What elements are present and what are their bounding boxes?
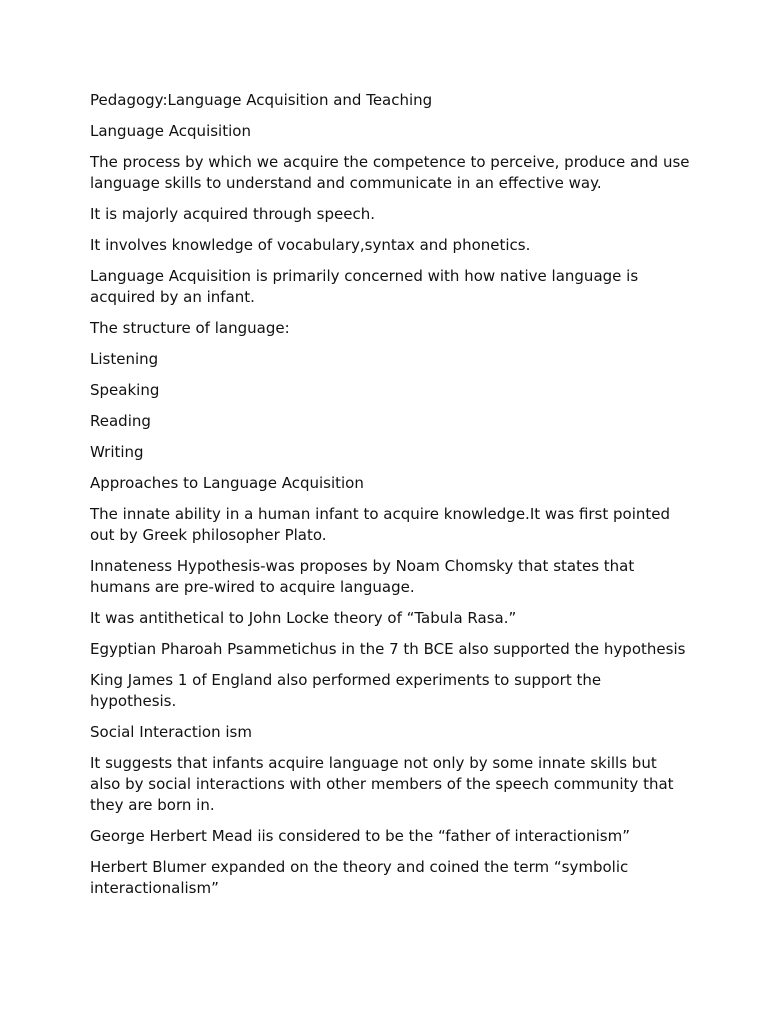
paragraph: It suggests that infants acquire language not only by some innate skills but also by social interactions with other members of the speech community that they are born in. (90, 754, 674, 814)
paragraph: George Herbert Mead iis considered to be the “father of interactionism” (90, 827, 630, 845)
section-heading-approaches: Approaches to Language Acquisition (90, 474, 364, 492)
section-heading-language-acquisition: Language Acquisition (90, 122, 251, 140)
document-title: Pedagogy:Language Acquisition and Teaching (90, 91, 433, 109)
paragraph: King James 1 of England also performed experiments to support the hypothesis. (90, 671, 602, 710)
paragraph: The process by which we acquire the competence to perceive, produce and use language skills to understand and communicate in an effective way. (90, 153, 690, 192)
paragraph: Egyptian Pharoah Psammetichus in the 7 th BCE also supported the hypothesis (90, 640, 686, 658)
paragraph: It is majorly acquired through speech. (90, 205, 375, 223)
document-body (90, 90, 690, 909)
paragraph: Innateness Hypothesis-was proposes by Noam Chomsky that states that humans are pre-wired to acquire language. (90, 557, 635, 596)
list-item-listening: Listening (90, 350, 159, 368)
section-heading-social-interactionism: Social Interaction ism (90, 723, 252, 741)
list-item-reading: Reading (90, 412, 151, 430)
paragraph: Language Acquisition is primarily concerned with how native language is acquired by an infant. (90, 267, 639, 306)
paragraph: It involves knowledge of vocabulary,syntax and phonetics. (90, 236, 531, 254)
paragraph: Herbert Blumer expanded on the theory and coined the term “symbolic interactionalism” (90, 858, 629, 897)
list-item-speaking: Speaking (90, 381, 160, 399)
list-item-writing: Writing (90, 443, 144, 461)
paragraph: It was antithetical to John Locke theory of “Tabula Rasa.” (90, 609, 517, 627)
paragraph: The innate ability in a human infant to acquire knowledge.It was first pointed out by Greek philosopher Plato. (90, 505, 671, 544)
paragraph: The structure of language: (90, 319, 290, 337)
